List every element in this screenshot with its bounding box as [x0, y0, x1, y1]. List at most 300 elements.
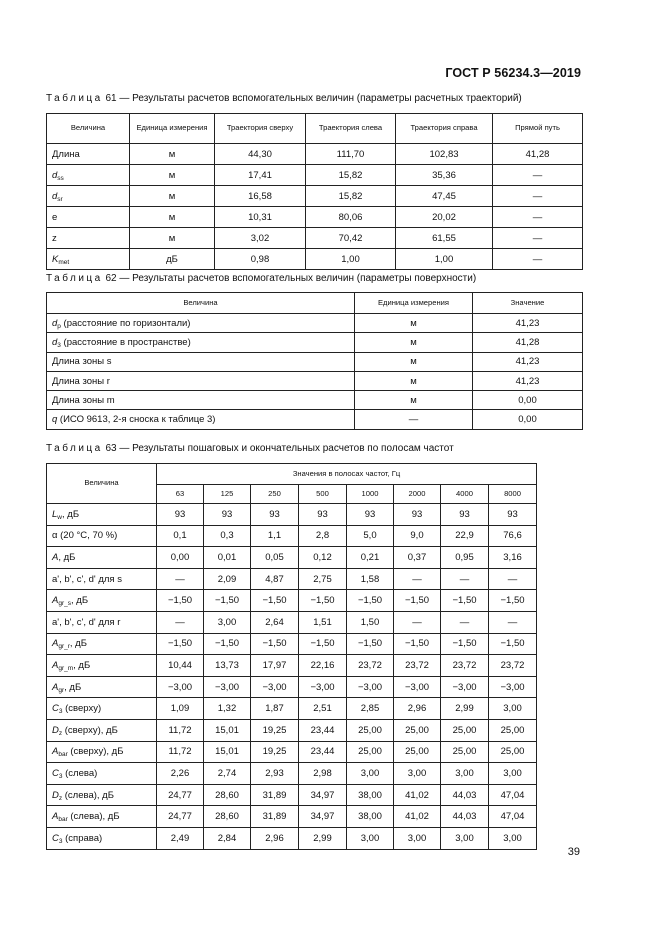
- symbol: A: [52, 638, 59, 650]
- value-cell: —: [394, 568, 441, 590]
- symbol: A: [52, 595, 59, 607]
- value-cell: 0,12: [299, 547, 347, 569]
- value-cell: 44,03: [441, 784, 489, 806]
- row-label-cell: [47, 165, 130, 186]
- value-cell: 41,23: [473, 371, 583, 390]
- value-cell: −1,50: [299, 590, 347, 612]
- value-cell: 2,99: [299, 827, 347, 849]
- frequency-header: 1000: [347, 485, 394, 504]
- row-label-cell: [47, 352, 355, 371]
- value-cell: 0,00: [473, 410, 583, 429]
- value-cell: 1,50: [347, 611, 394, 633]
- value-cell: 1,51: [299, 611, 347, 633]
- table62-col-header: Значение: [473, 293, 583, 314]
- label-text: (слева), дБ: [67, 811, 120, 823]
- frequency-header: 500: [299, 485, 347, 504]
- symbol: A: [52, 811, 59, 823]
- value-cell: 47,04: [489, 784, 537, 806]
- row-label-cell: [47, 249, 130, 270]
- label-text: (слева): [62, 767, 98, 779]
- table63-group-header: Значения в полосах частот, Гц: [157, 464, 537, 485]
- row-label-cell: [47, 763, 157, 785]
- table62-title: 62 — Результаты расчетов вспомогательных величин (параметры поверхности): [105, 273, 477, 284]
- value-cell: −1,50: [394, 590, 441, 612]
- value-cell: 93: [157, 504, 204, 526]
- table62-col-header: Единица измерения: [355, 293, 473, 314]
- value-cell: 25,00: [489, 719, 537, 741]
- symbol: C: [52, 703, 59, 715]
- value-cell: 2,8: [299, 525, 347, 547]
- value-cell: 3,00: [347, 827, 394, 849]
- value-cell: −1,50: [204, 590, 251, 612]
- value-cell: 15,82: [306, 165, 396, 186]
- value-cell: 1,87: [251, 698, 299, 720]
- value-cell: 23,72: [394, 655, 441, 677]
- value-cell: 2,98: [299, 763, 347, 785]
- frequency-header: 4000: [441, 485, 489, 504]
- symbol: D: [52, 724, 59, 736]
- value-cell: 13,73: [204, 655, 251, 677]
- value-cell: 2,84: [204, 827, 251, 849]
- table-row: [47, 333, 583, 352]
- table-row: [47, 698, 537, 720]
- value-cell: −1,50: [489, 633, 537, 655]
- value-cell: −1,50: [489, 590, 537, 612]
- table-row: [47, 249, 583, 270]
- value-cell: 3,00: [394, 763, 441, 785]
- subscript: bar: [58, 816, 68, 824]
- subscript: z: [58, 794, 63, 802]
- table61-header-row: [47, 114, 583, 144]
- value-cell: —: [493, 165, 583, 186]
- value-cell: 41,02: [394, 784, 441, 806]
- value-cell: 28,60: [204, 806, 251, 828]
- value-cell: 41,02: [394, 806, 441, 828]
- value-cell: 0,05: [251, 547, 299, 569]
- label-text: , дБ: [64, 681, 82, 693]
- table61-title: 61 — Результаты расчетов вспомогательных величин (параметры расчетных траекторий): [105, 93, 522, 104]
- unit-cell: м: [130, 165, 215, 186]
- symbol: D: [52, 789, 59, 801]
- value-cell: 25,00: [347, 719, 394, 741]
- row-label-cell: [47, 568, 157, 590]
- value-cell: 10,31: [215, 207, 306, 228]
- value-cell: −3,00: [299, 676, 347, 698]
- value-cell: 93: [489, 504, 537, 526]
- row-label-cell: [47, 410, 355, 429]
- table-row: [47, 165, 583, 186]
- value-cell: −3,00: [441, 676, 489, 698]
- value-cell: 1,09: [157, 698, 204, 720]
- table-row: [47, 207, 583, 228]
- row-label-cell: [47, 611, 157, 633]
- label-text: Длина зоны s: [52, 356, 112, 368]
- value-cell: 41,28: [493, 144, 583, 165]
- value-cell: 3,16: [489, 547, 537, 569]
- table62-col-header: Величина: [47, 293, 355, 314]
- value-cell: −1,50: [394, 633, 441, 655]
- value-cell: 28,60: [204, 784, 251, 806]
- value-cell: —: [157, 568, 204, 590]
- value-cell: —: [493, 207, 583, 228]
- value-cell: 24,77: [157, 806, 204, 828]
- value-cell: 2,51: [299, 698, 347, 720]
- value-cell: 2,74: [204, 763, 251, 785]
- table-row: [47, 410, 583, 429]
- unit-cell: м: [355, 352, 473, 371]
- value-cell: 31,89: [251, 806, 299, 828]
- value-cell: 38,00: [347, 806, 394, 828]
- table-row: [47, 806, 537, 828]
- value-cell: −1,50: [441, 633, 489, 655]
- value-cell: −1,50: [204, 633, 251, 655]
- table61-col-header: Траектория сверху: [215, 114, 306, 144]
- value-cell: 5,0: [347, 525, 394, 547]
- value-cell: 25,00: [394, 719, 441, 741]
- table-row: [47, 633, 537, 655]
- value-cell: 17,97: [251, 655, 299, 677]
- unit-cell: дБ: [130, 249, 215, 270]
- symbol: q: [52, 414, 58, 426]
- value-cell: 2,64: [251, 611, 299, 633]
- value-cell: 2,85: [347, 698, 394, 720]
- table61-col-header: Траектория справа: [396, 114, 493, 144]
- value-cell: 93: [441, 504, 489, 526]
- table-63: [46, 463, 537, 850]
- value-cell: 2,09: [204, 568, 251, 590]
- value-cell: 15,82: [306, 186, 396, 207]
- symbol: A: [52, 551, 59, 563]
- row-label-cell: [47, 633, 157, 655]
- value-cell: 23,44: [299, 741, 347, 763]
- value-cell: 25,00: [489, 741, 537, 763]
- unit-cell: м: [355, 391, 473, 410]
- value-cell: 2,99: [441, 698, 489, 720]
- unit-cell: м: [130, 144, 215, 165]
- row-label-cell: [47, 391, 355, 410]
- value-cell: 1,1: [251, 525, 299, 547]
- value-cell: 23,72: [347, 655, 394, 677]
- value-cell: 34,97: [299, 806, 347, 828]
- value-cell: 31,89: [251, 784, 299, 806]
- row-label-cell: [47, 314, 355, 333]
- symbol: d: [52, 190, 58, 202]
- value-cell: —: [157, 611, 204, 633]
- value-cell: 23,72: [489, 655, 537, 677]
- table61-col-header: Единица измерения: [130, 114, 215, 144]
- table-61: [46, 113, 583, 270]
- value-cell: −1,50: [157, 633, 204, 655]
- value-cell: 1,00: [306, 249, 396, 270]
- symbol: d: [52, 169, 58, 181]
- subscript: 3: [58, 772, 63, 780]
- subscript: gr_m: [58, 664, 74, 672]
- value-cell: —: [441, 568, 489, 590]
- value-cell: 3,00: [489, 827, 537, 849]
- table-row: [47, 784, 537, 806]
- label-text: (сверху), дБ: [67, 746, 124, 758]
- value-cell: 15,01: [204, 719, 251, 741]
- table63-header-row: [47, 464, 537, 485]
- row-label-cell: [47, 806, 157, 828]
- label-text: , дБ: [69, 638, 87, 650]
- page-number: 39: [567, 846, 580, 858]
- row-label-cell: [47, 371, 355, 390]
- table-row: [47, 371, 583, 390]
- value-cell: 2,96: [394, 698, 441, 720]
- row-label-cell: [47, 719, 157, 741]
- value-cell: 19,25: [251, 741, 299, 763]
- symbol: A: [52, 746, 59, 758]
- value-cell: —: [493, 186, 583, 207]
- value-cell: 9,0: [394, 525, 441, 547]
- label-text: (расстояние по горизонтали): [60, 317, 191, 329]
- row-label-cell: [47, 228, 130, 249]
- table-row: [47, 741, 537, 763]
- value-cell: 2,49: [157, 827, 204, 849]
- value-cell: —: [493, 228, 583, 249]
- value-cell: 0,3: [204, 525, 251, 547]
- symbol: d: [52, 317, 58, 329]
- value-cell: 25,00: [394, 741, 441, 763]
- value-cell: 34,97: [299, 784, 347, 806]
- table-row: [47, 611, 537, 633]
- row-label-cell: [47, 655, 157, 677]
- value-cell: 3,00: [489, 763, 537, 785]
- table-row: [47, 504, 537, 526]
- frequency-header: 125: [204, 485, 251, 504]
- row-label-cell: [47, 676, 157, 698]
- value-cell: 20,02: [396, 207, 493, 228]
- subscript: met: [58, 258, 70, 266]
- table-row: [47, 314, 583, 333]
- row-label-cell: [47, 207, 130, 228]
- label-text: Длина зоны m: [52, 394, 115, 406]
- value-cell: 22,9: [441, 525, 489, 547]
- subscript: p: [57, 322, 61, 330]
- label-text: (справа): [62, 832, 103, 844]
- table62-label: Таблица: [46, 273, 103, 284]
- subscript: w: [57, 513, 62, 521]
- value-cell: 22,16: [299, 655, 347, 677]
- unit-cell: м: [355, 314, 473, 333]
- label-text: , дБ: [73, 659, 91, 671]
- table-row: [47, 186, 583, 207]
- label-text: Длина: [52, 148, 80, 160]
- value-cell: 93: [347, 504, 394, 526]
- value-cell: 23,72: [441, 655, 489, 677]
- value-cell: −3,00: [489, 676, 537, 698]
- table-row: [47, 144, 583, 165]
- label-text: , дБ: [58, 551, 76, 563]
- label-text: , дБ: [62, 508, 80, 520]
- subscript: bar: [58, 751, 68, 759]
- row-label-cell: [47, 741, 157, 763]
- value-cell: 16,58: [215, 186, 306, 207]
- value-cell: 3,00: [441, 763, 489, 785]
- label-text: (слева), дБ: [62, 789, 114, 801]
- label-text: α (20 °С, 70 %): [52, 530, 118, 542]
- value-cell: 41,23: [473, 314, 583, 333]
- value-cell: 25,00: [441, 741, 489, 763]
- table-row: [47, 391, 583, 410]
- value-cell: —: [441, 611, 489, 633]
- symbol: K: [52, 253, 59, 265]
- label-text: Длина зоны r: [52, 375, 110, 387]
- row-label-cell: [47, 827, 157, 849]
- label-text: (ИСО 9613, 2-я сноска к таблице 3): [57, 414, 216, 426]
- value-cell: −1,50: [299, 633, 347, 655]
- value-cell: 11,72: [157, 719, 204, 741]
- value-cell: −3,00: [347, 676, 394, 698]
- value-cell: 3,00: [489, 698, 537, 720]
- table63-label: Таблица: [46, 443, 103, 454]
- table61-caption: [46, 93, 522, 104]
- value-cell: 1,32: [204, 698, 251, 720]
- value-cell: 38,00: [347, 784, 394, 806]
- subscript: gr: [58, 686, 65, 694]
- value-cell: 0,1: [157, 525, 204, 547]
- value-cell: 4,87: [251, 568, 299, 590]
- value-cell: 93: [204, 504, 251, 526]
- value-cell: 3,00: [204, 611, 251, 633]
- value-cell: −3,00: [204, 676, 251, 698]
- table-row: [47, 568, 537, 590]
- unit-cell: м: [130, 228, 215, 249]
- value-cell: 25,00: [441, 719, 489, 741]
- row-label-cell: [47, 784, 157, 806]
- symbol: d: [52, 336, 58, 348]
- subscript: gr_s: [58, 600, 71, 608]
- value-cell: 0,98: [215, 249, 306, 270]
- frequency-header: 63: [157, 485, 204, 504]
- row-label-cell: [47, 698, 157, 720]
- subscript: 3: [58, 708, 63, 716]
- table61-col-header: Траектория слева: [306, 114, 396, 144]
- frequency-header: 2000: [394, 485, 441, 504]
- table62-header-row: [47, 293, 583, 314]
- value-cell: 3,00: [347, 763, 394, 785]
- unit-cell: —: [355, 410, 473, 429]
- unit-cell: м: [130, 207, 215, 228]
- value-cell: −1,50: [347, 633, 394, 655]
- table-row: [47, 676, 537, 698]
- value-cell: 41,23: [473, 352, 583, 371]
- label-text: a', b', c', d' для r: [52, 616, 121, 628]
- table-62: [46, 292, 583, 430]
- value-cell: 70,42: [306, 228, 396, 249]
- table-row: [47, 547, 537, 569]
- value-cell: −1,50: [347, 590, 394, 612]
- value-cell: 61,55: [396, 228, 493, 249]
- row-label-cell: [47, 333, 355, 352]
- frequency-header: 250: [251, 485, 299, 504]
- document-header: ГОСТ Р 56234.3—2019: [445, 66, 581, 80]
- table-row: [47, 655, 537, 677]
- value-cell: 19,25: [251, 719, 299, 741]
- value-cell: 17,41: [215, 165, 306, 186]
- value-cell: 1,58: [347, 568, 394, 590]
- value-cell: 47,04: [489, 806, 537, 828]
- symbol: L: [52, 508, 58, 520]
- subscript: sr: [57, 195, 63, 203]
- unit-cell: м: [130, 186, 215, 207]
- value-cell: 80,06: [306, 207, 396, 228]
- value-cell: —: [394, 611, 441, 633]
- value-cell: 41,28: [473, 333, 583, 352]
- table63-title: 63 — Результаты пошаговых и окончательных расчетов по полосам частот: [105, 443, 454, 454]
- table-row: [47, 525, 537, 547]
- unit-cell: м: [355, 371, 473, 390]
- value-cell: 0,95: [441, 547, 489, 569]
- value-cell: 76,6: [489, 525, 537, 547]
- symbol: A: [52, 681, 59, 693]
- table63-caption: [46, 443, 454, 454]
- value-cell: −3,00: [394, 676, 441, 698]
- value-cell: —: [493, 249, 583, 270]
- value-cell: 44,03: [441, 806, 489, 828]
- symbol: A: [52, 659, 59, 671]
- value-cell: −1,50: [441, 590, 489, 612]
- table-row: [47, 719, 537, 741]
- value-cell: 24,77: [157, 784, 204, 806]
- label-text: (сверху), дБ: [62, 724, 118, 736]
- subscript: z: [58, 729, 63, 737]
- table62-caption: [46, 273, 476, 284]
- unit-cell: м: [355, 333, 473, 352]
- value-cell: 0,01: [204, 547, 251, 569]
- label-text: z: [52, 232, 57, 244]
- table-row: [47, 352, 583, 371]
- value-cell: 3,02: [215, 228, 306, 249]
- table63-col-header: Величина: [47, 464, 157, 504]
- value-cell: 0,37: [394, 547, 441, 569]
- value-cell: −1,50: [157, 590, 204, 612]
- value-cell: −3,00: [251, 676, 299, 698]
- value-cell: 3,00: [394, 827, 441, 849]
- value-cell: 0,00: [473, 391, 583, 410]
- symbol: C: [52, 832, 59, 844]
- row-label-cell: [47, 186, 130, 207]
- subscript: 3: [57, 341, 61, 349]
- label-text: , дБ: [71, 595, 89, 607]
- subscript: gr_r: [58, 643, 70, 651]
- value-cell: 0,00: [157, 547, 204, 569]
- label-text: (сверху): [62, 703, 102, 715]
- value-cell: 93: [299, 504, 347, 526]
- table-row: [47, 228, 583, 249]
- value-cell: 10,44: [157, 655, 204, 677]
- value-cell: 11,72: [157, 741, 204, 763]
- row-label-cell: [47, 504, 157, 526]
- table-row: [47, 590, 537, 612]
- table61-col-header: Величина: [47, 114, 130, 144]
- label-text: a', b', c', d' для s: [52, 573, 122, 585]
- value-cell: −3,00: [157, 676, 204, 698]
- value-cell: 93: [251, 504, 299, 526]
- row-label-cell: [47, 590, 157, 612]
- value-cell: 3,00: [441, 827, 489, 849]
- label-text: (расстояние в пространстве): [60, 336, 191, 348]
- value-cell: 2,96: [251, 827, 299, 849]
- symbol: C: [52, 767, 59, 779]
- value-cell: 35,36: [396, 165, 493, 186]
- value-cell: —: [489, 568, 537, 590]
- value-cell: 44,30: [215, 144, 306, 165]
- value-cell: 1,00: [396, 249, 493, 270]
- subscript: 3: [58, 837, 63, 845]
- value-cell: 0,21: [347, 547, 394, 569]
